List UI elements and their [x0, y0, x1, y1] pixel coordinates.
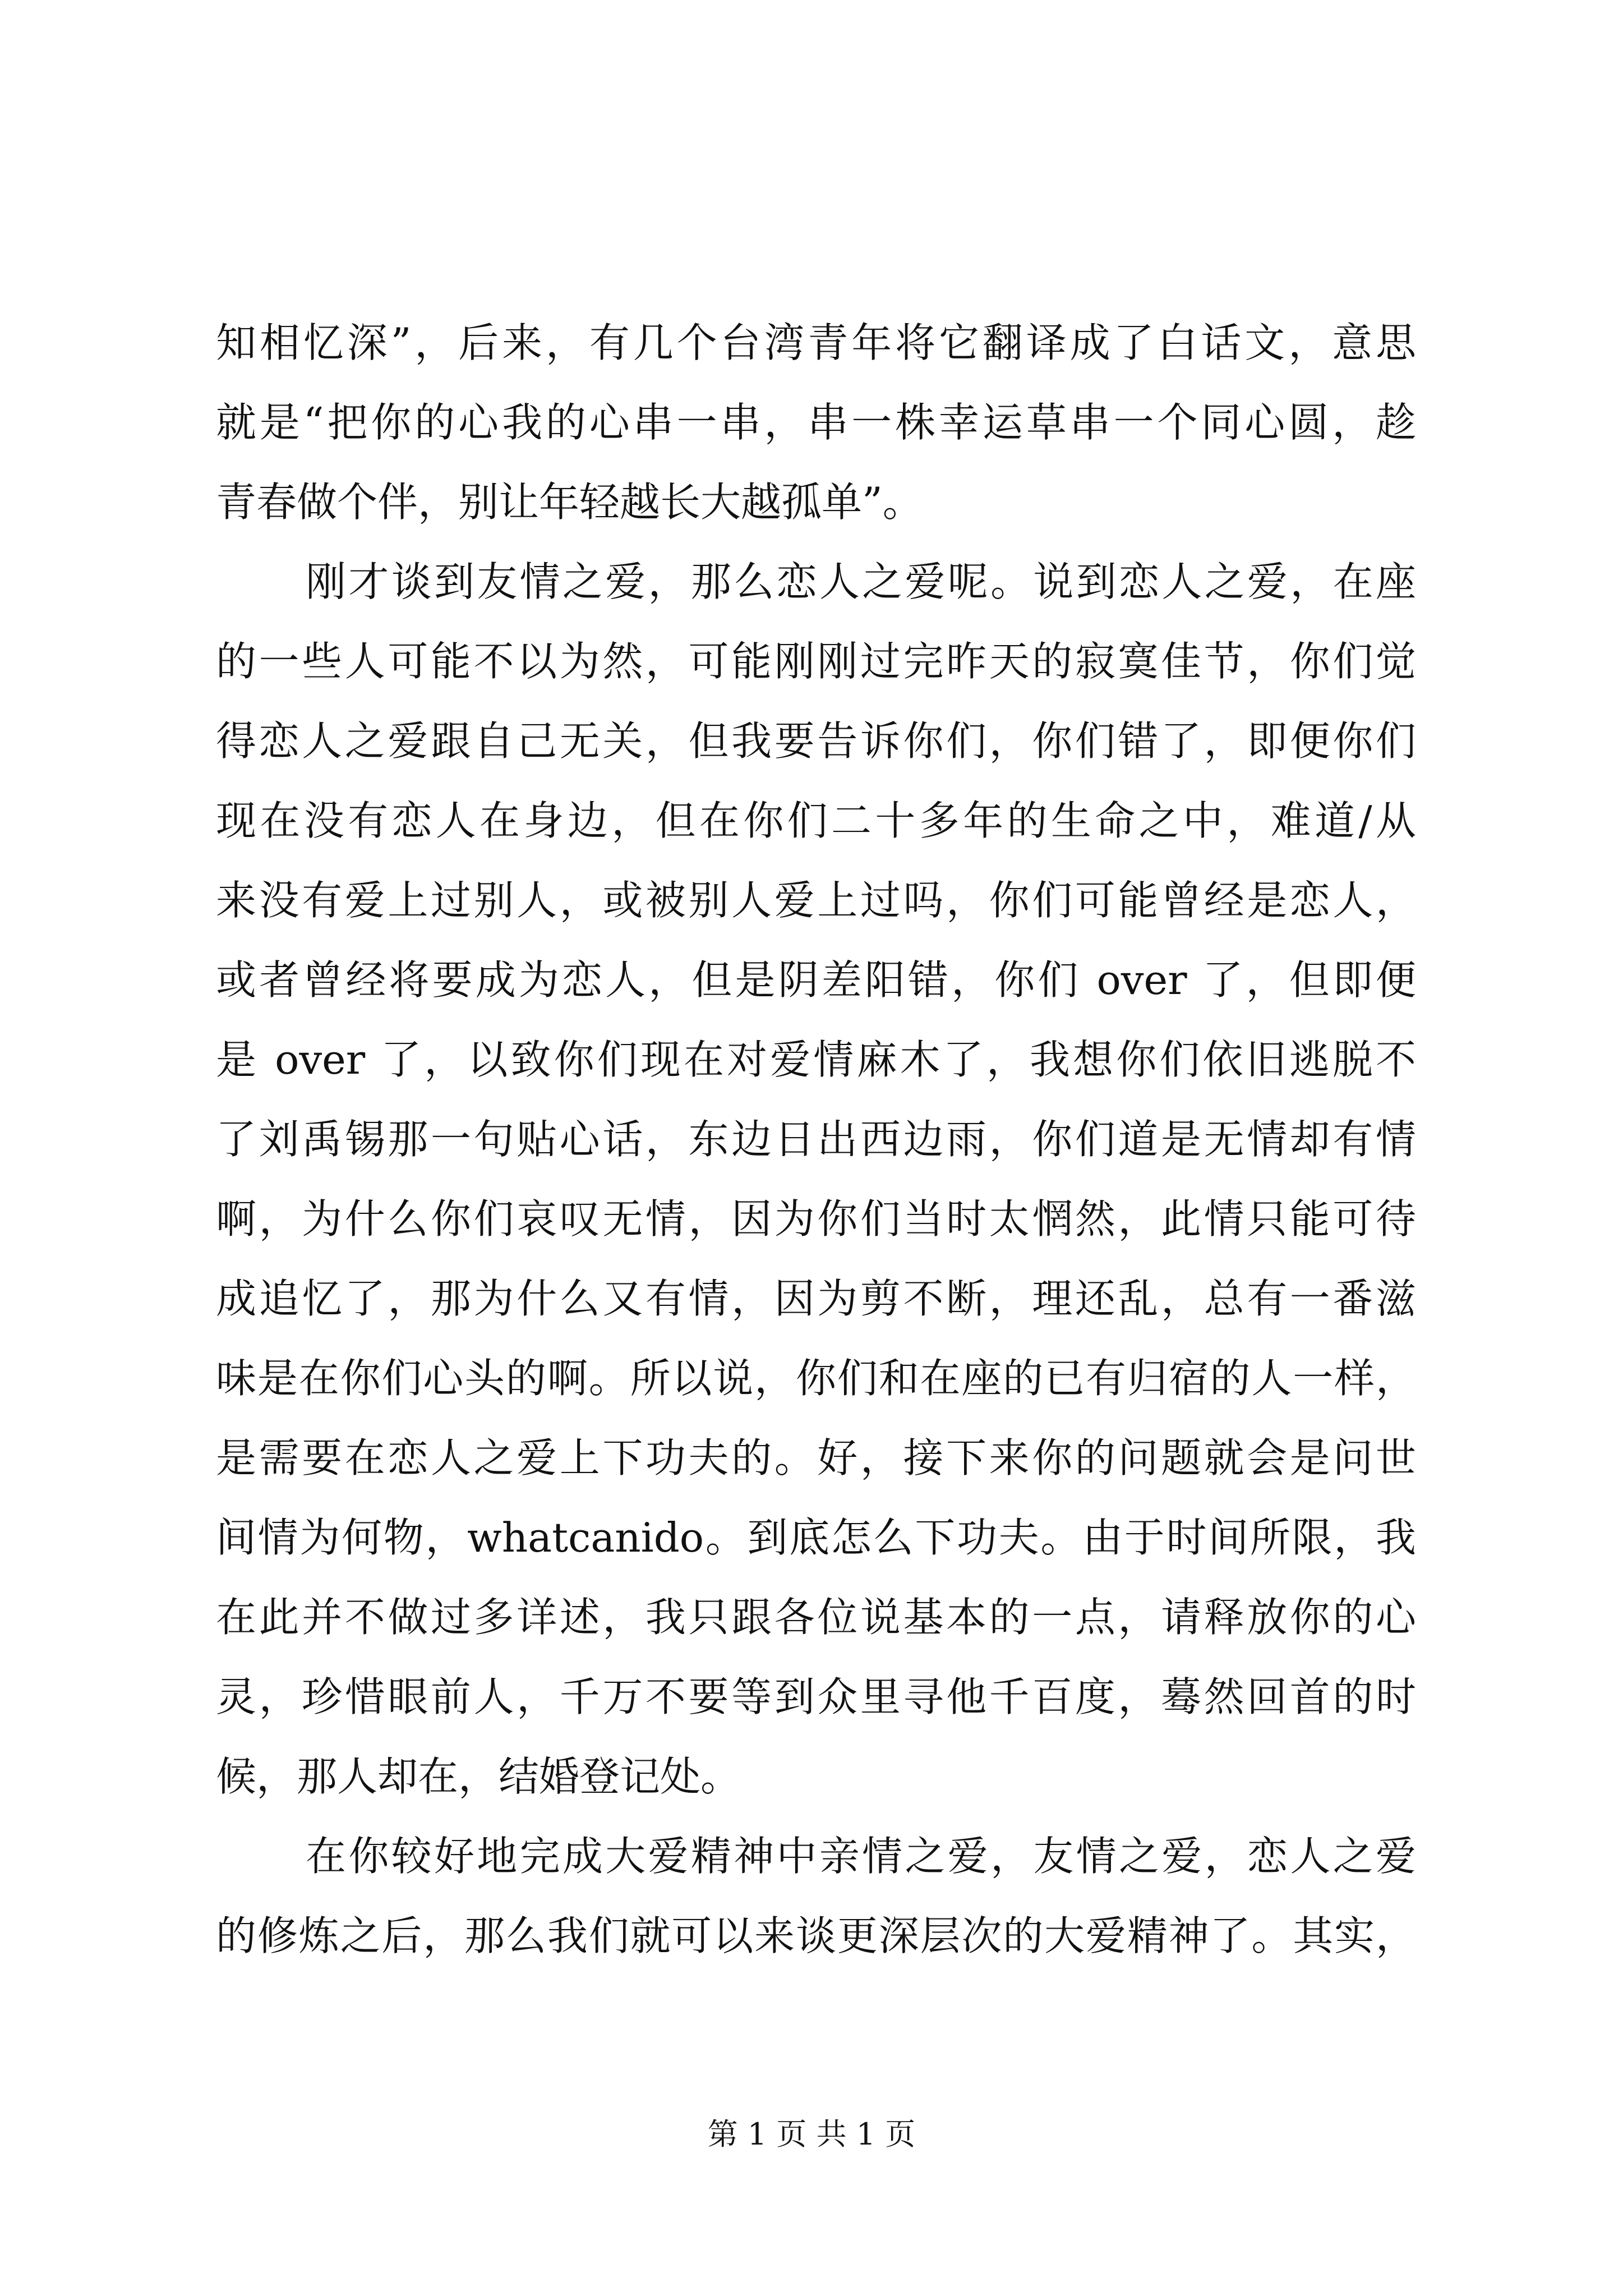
text-line: 刚才谈到友情之爱，那么恋人之爱呢。说到恋人之爱，在座 [306, 558, 1416, 605]
text-line: 灵，珍惜眼前人，千万不要等到众里寻他千百度，蓦然回首的时 [216, 1673, 1416, 1720]
text-line: 知相忆深”，后来，有几个台湾青年将它翻译成了白话文，意思 [216, 319, 1416, 366]
text-line: 得恋人之爱跟自己无关，但我要告诉你们，你们错了，即便你们 [216, 717, 1416, 765]
text-line: 啊，为什么你们哀叹无情，因为你们当时太惘然，此情只能可待 [216, 1195, 1416, 1243]
paragraph-p3 [216, 1816, 1416, 1976]
text-line: 了刘禹锡那一句贴心话，东边日出西边雨，你们道是无情却有情 [216, 1116, 1416, 1163]
text-line: 在你较好地完成大爱精神中亲情之爱，友情之爱，恋人之爱 [306, 1833, 1416, 1880]
text-line: 现在没有恋人在身边，但在你们二十多年的生命之中，难道/从 [216, 797, 1416, 844]
text-line: 间情为何物，whatcanido。到底怎么下功夫。由于时间所限，我 [216, 1514, 1416, 1561]
paragraph-p1 [216, 303, 1416, 542]
text-line: 是需要在恋人之爱上下功夫的。好，接下来你的问题就会是问世 [216, 1434, 1416, 1481]
text-line: 是 over 了，以致你们现在对爱情麻木了，我想你们依旧逃脱不 [216, 1036, 1416, 1083]
text-line: 来没有爱上过别人，或被别人爱上过吗，你们可能曾经是恋人， [216, 877, 1416, 924]
text-line: 青春做个伴，别让年轻越长大越孤单”。 [216, 478, 923, 526]
text-line: 味是在你们心头的啊。所以说，你们和在座的已有归宿的人一样， [216, 1355, 1416, 1402]
text-line: 或者曾经将要成为恋人，但是阴差阳错，你们 over 了，但即便 [216, 956, 1416, 1004]
text-line: 在此并不做过多详述，我只跟各位说基本的一点，请释放你的心 [216, 1594, 1416, 1641]
document-body [216, 303, 1416, 1976]
paragraph-p2 [216, 542, 1416, 1816]
text-line: 的一些人可能不以为然，可能刚刚过完昨天的寂寞佳节，你们觉 [216, 638, 1416, 685]
text-line: 的修炼之后，那么我们就可以来谈更深层次的大爱精神了。其实， [216, 1912, 1416, 1959]
text-line: 成追忆了，那为什么又有情，因为剪不断，理还乱，总有一番滋 [216, 1275, 1416, 1322]
text-line: 就是“把你的心我的心串一串，串一株幸运草串一个同心圆，趁 [216, 399, 1416, 446]
text-line: 候，那人却在，结婚登记处。 [216, 1753, 741, 1800]
page-footer: 第 1 页 共 1 页 [707, 2116, 916, 2152]
